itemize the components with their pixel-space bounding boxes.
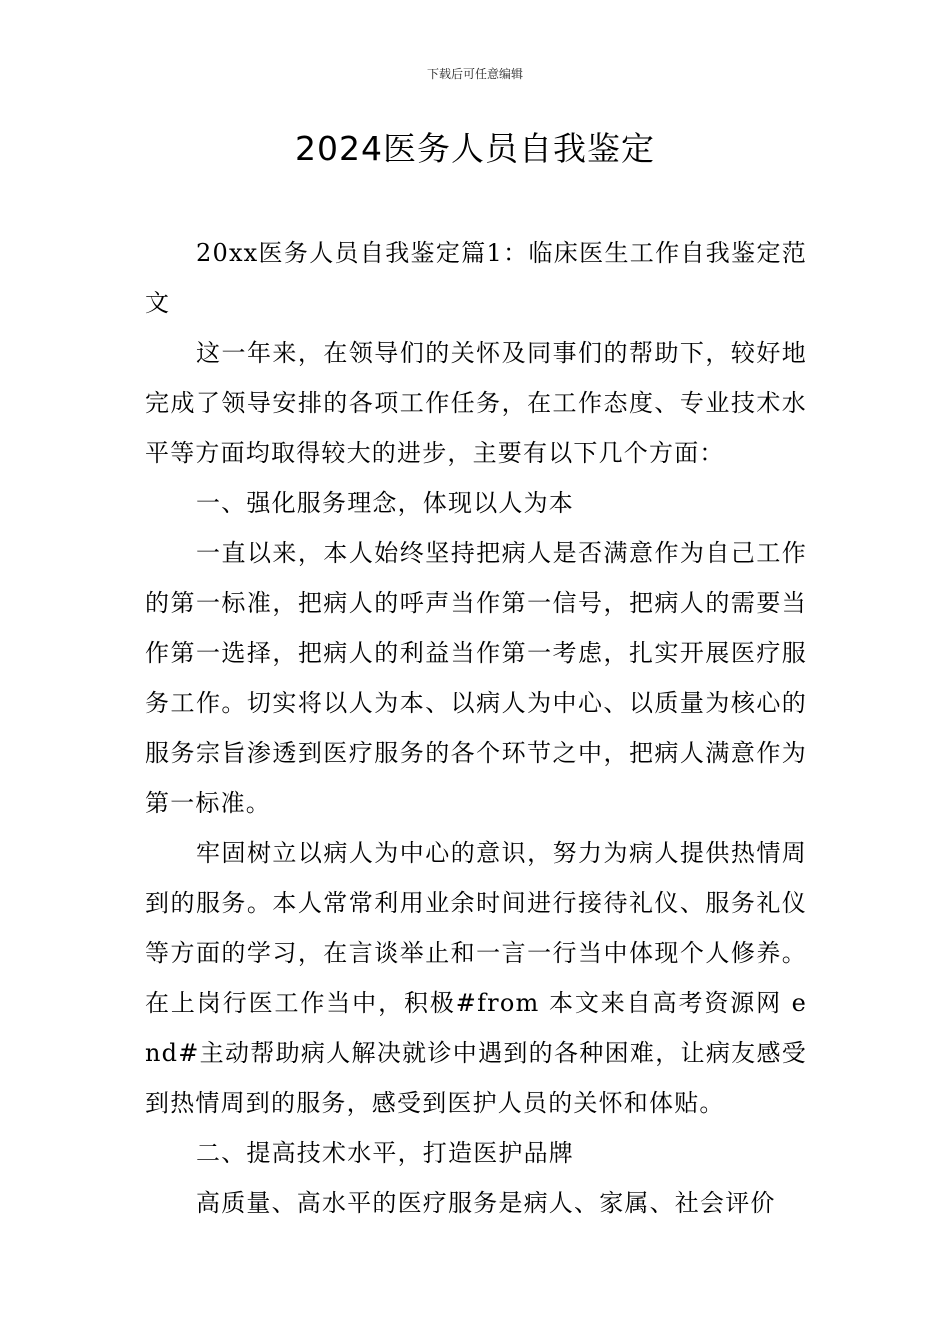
paragraph-intro: 这一年来，在领导们的关怀及同事们的帮助下，较好地完成了领导安排的各项工作任务，在工作态度、专业技术水平等方面均取得较大的进步，主要有以下几个方面： (145, 339, 807, 467)
paragraph-quality-service: 高质量、高水平的医疗服务是病人、家属、社会评价 (196, 1189, 776, 1217)
header-note: 下载后可任意编辑 (426, 67, 523, 81)
document-body (145, 228, 807, 1228)
section-heading-2: 二、提高技术水平，打造医护品牌 (196, 1139, 574, 1167)
section-heading-article-1: 20xx医务人员自我鉴定篇1：临床医生工作自我鉴定范文 (145, 239, 807, 317)
paragraph-service-standard: 一直以来，本人始终坚持把病人是否满意作为自己工作的第一标准，把病人的呼声当作第一信号，把病人的需要当作第一选择，把病人的利益当作第一考虑，扎实开展医疗服务工作。切实将以人为本、以病人为中心、以质量为核心的服务宗旨渗透到医疗服务的各个环节之中，把病人满意作为第一标准。 (145, 539, 807, 817)
section-heading-1: 一、强化服务理念，体现以人为本 (196, 489, 574, 517)
document-title: 2024医务人员自我鉴定 (295, 129, 655, 168)
paragraph-patient-centered: 牢固树立以病人为中心的意识，努力为病人提供热情周到的服务。本人常常利用业余时间进行接待礼仪、服务礼仪等方面的学习，在言谈举止和一言一行当中体现个人修养。在上岗行医工作当中，积极#from 本文来自高考资源网 end#主动帮助病人解决就诊中遇到的各种困难，让病友感受到热情周到的服务，感受到医护人员的关怀和体贴。 (145, 839, 807, 1117)
